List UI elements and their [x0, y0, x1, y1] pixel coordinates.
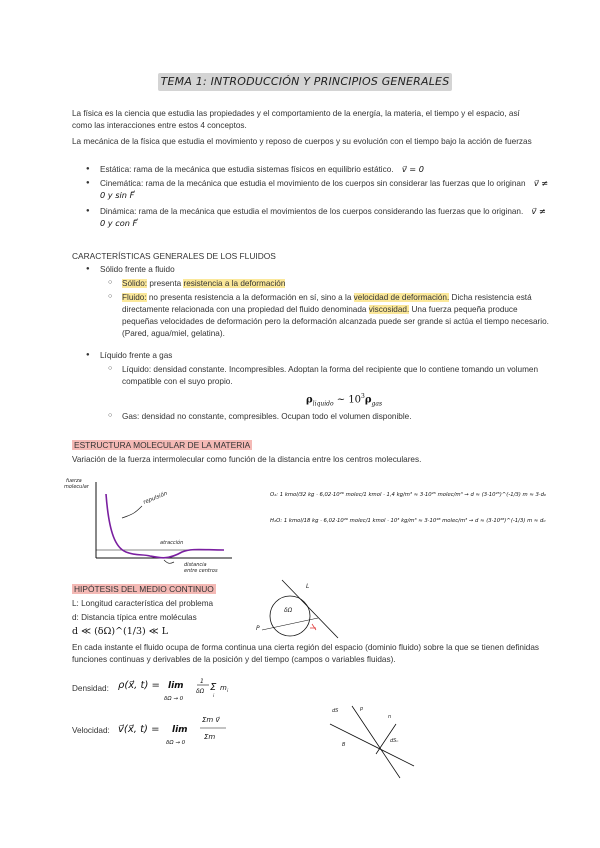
svg-text:dSₙ: dSₙ	[390, 738, 399, 744]
force-distance-graph	[64, 474, 234, 578]
list-item-solido: ○ Sólido: presenta resistencia a la deformación	[122, 278, 552, 290]
graph-xlabel: distancia	[184, 562, 207, 568]
svg-text:δΩ → 0: δΩ → 0	[164, 696, 184, 702]
list-item-solido-fluido: ● Sólido frente a fluido	[100, 264, 550, 276]
scale-inequality: d ≪ (δΩ)^(1/3) ≪ L	[72, 626, 169, 637]
list-item-fluido: ○ Fluido: no presenta resistencia a la deformación en sí, sino a la velocidad de deformación. Dicha resistencia está directamente relacionada con una propiedad del fluido denominada viscosidad. Una fuerza pequeña produce pequeñas velocidades de deformación pero la deformación alcanzada puede ser grande si actúa el tiempo necesario. (Pared, agua/miel, gelatina).	[122, 292, 554, 340]
svg-text:p: p	[360, 706, 364, 712]
svg-text:δΩ → 0: δΩ → 0	[166, 740, 186, 746]
page-title: TEMA 1: INTRODUCCIÓN Y PRINCIPIOS GENERALES	[158, 73, 452, 91]
handwritten-note: v⃗ ≠ 0 y sin F⃗	[100, 178, 549, 200]
svg-text:δΩ: δΩ	[196, 688, 205, 695]
svg-text:Σm: Σm	[204, 733, 216, 741]
svg-text:Σ: Σ	[210, 682, 217, 693]
list-item-liquido-gas: ● Líquido frente a gas	[100, 350, 550, 362]
list-item-gas: ○ Gas: densidad no constante, compresibles. Ocupan todo el volumen disponible.	[122, 411, 552, 423]
density-formula	[116, 674, 246, 704]
section-heading-hipotesis: HIPÓTESIS DEL MEDIO CONTINUO	[74, 584, 214, 594]
svg-text:i: i	[213, 694, 215, 699]
intro-paragraph-1: La física es la ciencia que estudia las propiedades y el comportamiento de la energía, la materia, el tiempo y el espacio, así como las interacciones entre estos 4 conceptos.	[72, 109, 520, 130]
continuum-description: En cada instante el fluido ocupa de forma continua una cierta región del espacio (dominio fluido) sobre la que se tienen definidas funciones continuas y derivables de la posición y del tiempo (campos o variables fluidas).	[72, 643, 539, 664]
definition-L: L: Longitud característica del problema	[72, 599, 214, 608]
diagram-L-label: L	[306, 583, 310, 590]
svg-text:v⃗(x⃗, t) =: v⃗(x⃗, t) =	[118, 724, 160, 735]
svg-text:i: i	[227, 689, 229, 694]
list-item-cinematica: ● Cinemática: rama de la mecánica que estudia el movimiento de los cuerpos sin considerar las fuerzas que lo originan v⃗ ≠ 0 y sin F⃗	[100, 178, 550, 202]
list-item-liquido: ○ Líquido: densidad constante. Incompresibles. Adoptan la forma del recipiente que lo contiene tomando un volumen compatible con el suyo propio.	[122, 364, 552, 388]
svg-text:B: B	[342, 742, 346, 748]
svg-text:lim: lim	[172, 725, 188, 735]
handwritten-note: v⃗ = 0	[401, 164, 424, 174]
density-label: Densidad:	[72, 684, 109, 693]
svg-text:n: n	[388, 714, 392, 720]
handwritten-note: v⃗ ≠ 0 y con F⃗	[100, 206, 546, 228]
section-heading-fluidos: CARACTERÍSTICAS GENERALES DE LOS FLUIDOS	[72, 251, 276, 261]
graph-ylabel: molecular	[64, 484, 89, 490]
handwritten-calculation-o2: O₂: 1 kmol/32 kg · 6,02·10²⁶ molec/1 kmol · 1,4 kg/m³ ≈ 3·10²⁵ molec/m³ → d ≈ (3·10²⁵)^(-1/3) m ≈ 3·d₀	[270, 492, 547, 498]
continuum-diagram	[252, 578, 352, 644]
svg-text:Σm v⃗: Σm v⃗	[202, 716, 220, 724]
list-item-estatica: ● Estática: rama de la mecánica que estudia sistemas físicos en equilibrio estático. v⃗ = 0	[100, 164, 550, 176]
diagram-circle-label: δΩ	[284, 607, 293, 614]
graph-xlabel: entre centros	[184, 568, 218, 574]
svg-text:1: 1	[200, 678, 204, 685]
definition-d: d: Distancia típica entre moléculas	[72, 613, 197, 622]
estructura-description: Variación de la fuerza intermolecular como función de la distancia entre los centros moleculares.	[72, 455, 422, 464]
velocity-label: Velocidad:	[72, 726, 110, 735]
velocity-formula	[116, 708, 246, 752]
svg-text:ρ(x⃗, t) =: ρ(x⃗, t) =	[118, 680, 160, 691]
section-heading-estructura: ESTRUCTURA MOLECULAR DE LA MATERIA	[74, 440, 251, 450]
svg-text:m: m	[220, 684, 227, 692]
diagram-P-label: P	[256, 625, 260, 632]
svg-text:lim: lim	[168, 681, 184, 691]
surface-element-diagram	[324, 700, 424, 780]
list-item-dinamica: ● Dinámica: rama de la mecánica que estudia el movimientos de los cuerpos considerando las fuerzas que lo originan. v⃗ ≠ 0 y con F⃗	[100, 206, 550, 230]
graph-ylabel: fuerza	[66, 478, 82, 484]
intro-paragraph-2: La mecánica de la física que estudia el movimiento y reposo de cuerpos y su evolución con el tiempo bajo la acción de fuerzas	[72, 137, 532, 146]
graph-annotation-repulsion: repulsión	[142, 490, 169, 506]
density-relation: $\rho_{liquido}$ ~ $10^3\rho_{gas}$	[306, 393, 383, 408]
svg-text:dS: dS	[332, 708, 339, 714]
handwritten-calculation-h2o: H₂O: 1 kmol/18 kg · 6,02·10²⁶ molec/1 kmol · 10³ kg/m³ ≈ 3·10²⁸ molec/m³ → d ≈ (3·10²⁸)^(-1/3) m ≈ d₀	[270, 518, 546, 524]
graph-annotation-attraction: atracción	[160, 540, 184, 546]
